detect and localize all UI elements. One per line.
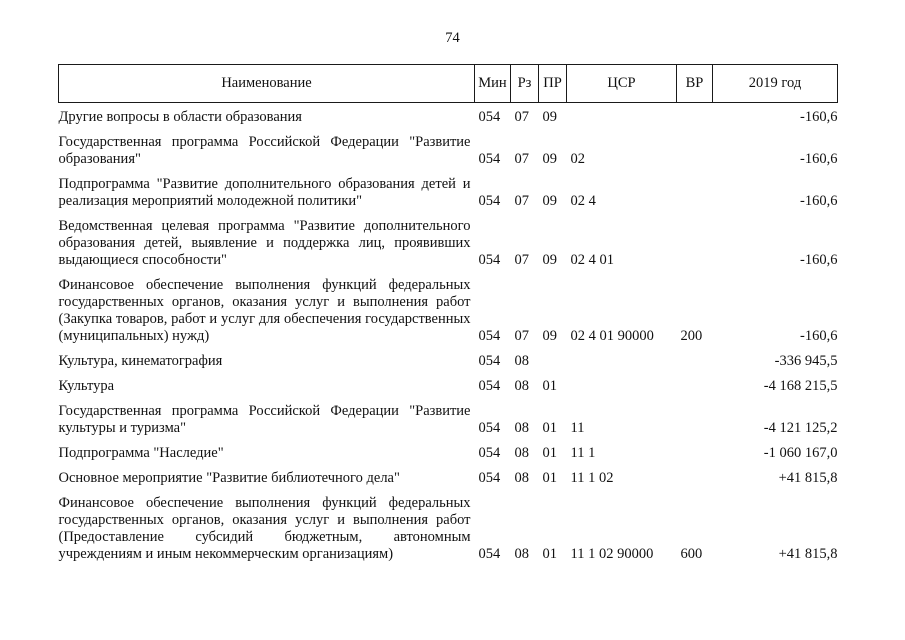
row-min: 054 [478, 328, 501, 344]
row-amount: -160,6 [800, 193, 838, 209]
row-min: 054 [478, 193, 501, 209]
row-csr: 11 1 02 90000 [570, 546, 654, 562]
row-pr: 01 [542, 420, 557, 436]
row-name: Государственная программа Российской Федерации "Развитие образования" [58, 134, 471, 167]
table-row [59, 168, 838, 210]
row-rz: 08 [514, 353, 529, 369]
row-vr: 600 [680, 546, 703, 562]
row-min: 054 [478, 378, 501, 394]
row-rz: 07 [514, 328, 529, 344]
row-rz: 08 [514, 378, 529, 394]
header-csr: ЦСР [567, 65, 677, 103]
table-header-row [59, 65, 838, 103]
row-csr: 11 1 [570, 445, 596, 461]
row-min: 054 [478, 420, 501, 436]
row-name: Финансовое обеспечение выполнения функций федеральных государственных органов, оказания услуг и выполнения работ (Закупка товаров, работ и услуг для обеспечения государственных (муниципальных) нужд) [58, 277, 471, 344]
row-csr [567, 370, 677, 395]
row-vr [677, 462, 713, 487]
row-csr: 11 [570, 420, 585, 436]
table-row [59, 370, 838, 395]
header-year: 2019 год [713, 65, 838, 103]
header-rz: Рз [511, 65, 539, 103]
row-amount: -1 060 167,0 [763, 445, 838, 461]
row-name: Основное мероприятие "Развитие библиотечного дела" [58, 470, 400, 486]
row-rz: 08 [514, 470, 529, 486]
row-pr: 09 [542, 252, 557, 268]
row-name: Подпрограмма "Развитие дополнительного образования детей и реализация мероприятий молодежной политики" [58, 176, 471, 209]
row-vr [677, 345, 713, 370]
row-rz: 08 [514, 445, 529, 461]
row-rz: 07 [514, 252, 529, 268]
row-csr: 02 4 01 90000 [570, 328, 654, 344]
row-csr [567, 345, 677, 370]
row-amount: -160,6 [800, 109, 838, 125]
row-vr [677, 168, 713, 210]
table-row [59, 462, 838, 487]
table-row [59, 103, 838, 127]
row-pr: 01 [542, 546, 557, 562]
table-row [59, 345, 838, 370]
row-pr: 09 [542, 151, 557, 167]
row-vr: 200 [680, 328, 703, 344]
row-amount: -4 121 125,2 [763, 420, 838, 436]
row-min: 054 [478, 252, 501, 268]
row-vr [677, 210, 713, 269]
row-vr [677, 395, 713, 437]
row-vr [677, 126, 713, 168]
row-rz: 07 [514, 109, 529, 125]
row-rz: 08 [514, 420, 529, 436]
row-vr [677, 103, 713, 127]
row-name: Культура, кинематография [58, 353, 223, 369]
row-vr [677, 370, 713, 395]
row-rz: 07 [514, 151, 529, 167]
table-row [59, 487, 838, 563]
row-pr: 01 [542, 378, 557, 394]
row-name: Государственная программа Российской Федерации "Развитие культуры и туризма" [58, 403, 471, 436]
page-number: 74 [445, 30, 460, 46]
row-min: 054 [478, 445, 501, 461]
row-csr: 02 4 01 [570, 252, 614, 268]
table-row [59, 437, 838, 462]
header-vr: ВР [677, 65, 713, 103]
row-csr: 11 1 02 [570, 470, 614, 486]
row-amount: -160,6 [800, 252, 838, 268]
row-min: 054 [478, 546, 501, 562]
row-amount: -160,6 [800, 151, 838, 167]
header-min: Мин [475, 65, 511, 103]
row-amount: -336 945,5 [774, 353, 838, 369]
row-name: Другие вопросы в области образования [58, 109, 302, 125]
row-pr: 01 [542, 445, 557, 461]
row-min: 054 [478, 353, 501, 369]
row-amount: -160,6 [800, 328, 838, 344]
row-name: Культура [58, 378, 115, 394]
row-rz: 08 [514, 546, 529, 562]
row-csr: 02 4 [570, 193, 596, 209]
row-name: Финансовое обеспечение выполнения функций федеральных государственных органов, оказания услуг и выполнения работ (Предоставление субсидий бюджетным, автономным учреждениям и иным некоммерческим организациям) [58, 495, 471, 562]
row-pr: 09 [542, 193, 557, 209]
table-row [59, 126, 838, 168]
row-pr: 09 [542, 109, 557, 125]
budget-table [58, 64, 838, 563]
row-vr [677, 437, 713, 462]
header-pr: ПР [539, 65, 567, 103]
row-amount: -4 168 215,5 [763, 378, 838, 394]
row-pr: 09 [542, 328, 557, 344]
row-rz: 07 [514, 193, 529, 209]
row-name: Ведомственная целевая программа "Развитие дополнительного образования детей, выявление и поддержка лиц, проявивших выдающиеся способности" [58, 218, 471, 268]
row-amount: +41 815,8 [778, 546, 838, 562]
row-amount: +41 815,8 [778, 470, 838, 486]
row-csr [567, 103, 677, 127]
table-row [59, 269, 838, 345]
table-row [59, 395, 838, 437]
row-pr [539, 345, 567, 370]
row-name: Подпрограмма "Наследие" [58, 445, 224, 461]
row-min: 054 [478, 151, 501, 167]
row-csr: 02 [570, 151, 585, 167]
table-row [59, 210, 838, 269]
row-min: 054 [478, 470, 501, 486]
row-min: 054 [478, 109, 501, 125]
header-name: Наименование [59, 65, 475, 103]
row-pr: 01 [542, 470, 557, 486]
